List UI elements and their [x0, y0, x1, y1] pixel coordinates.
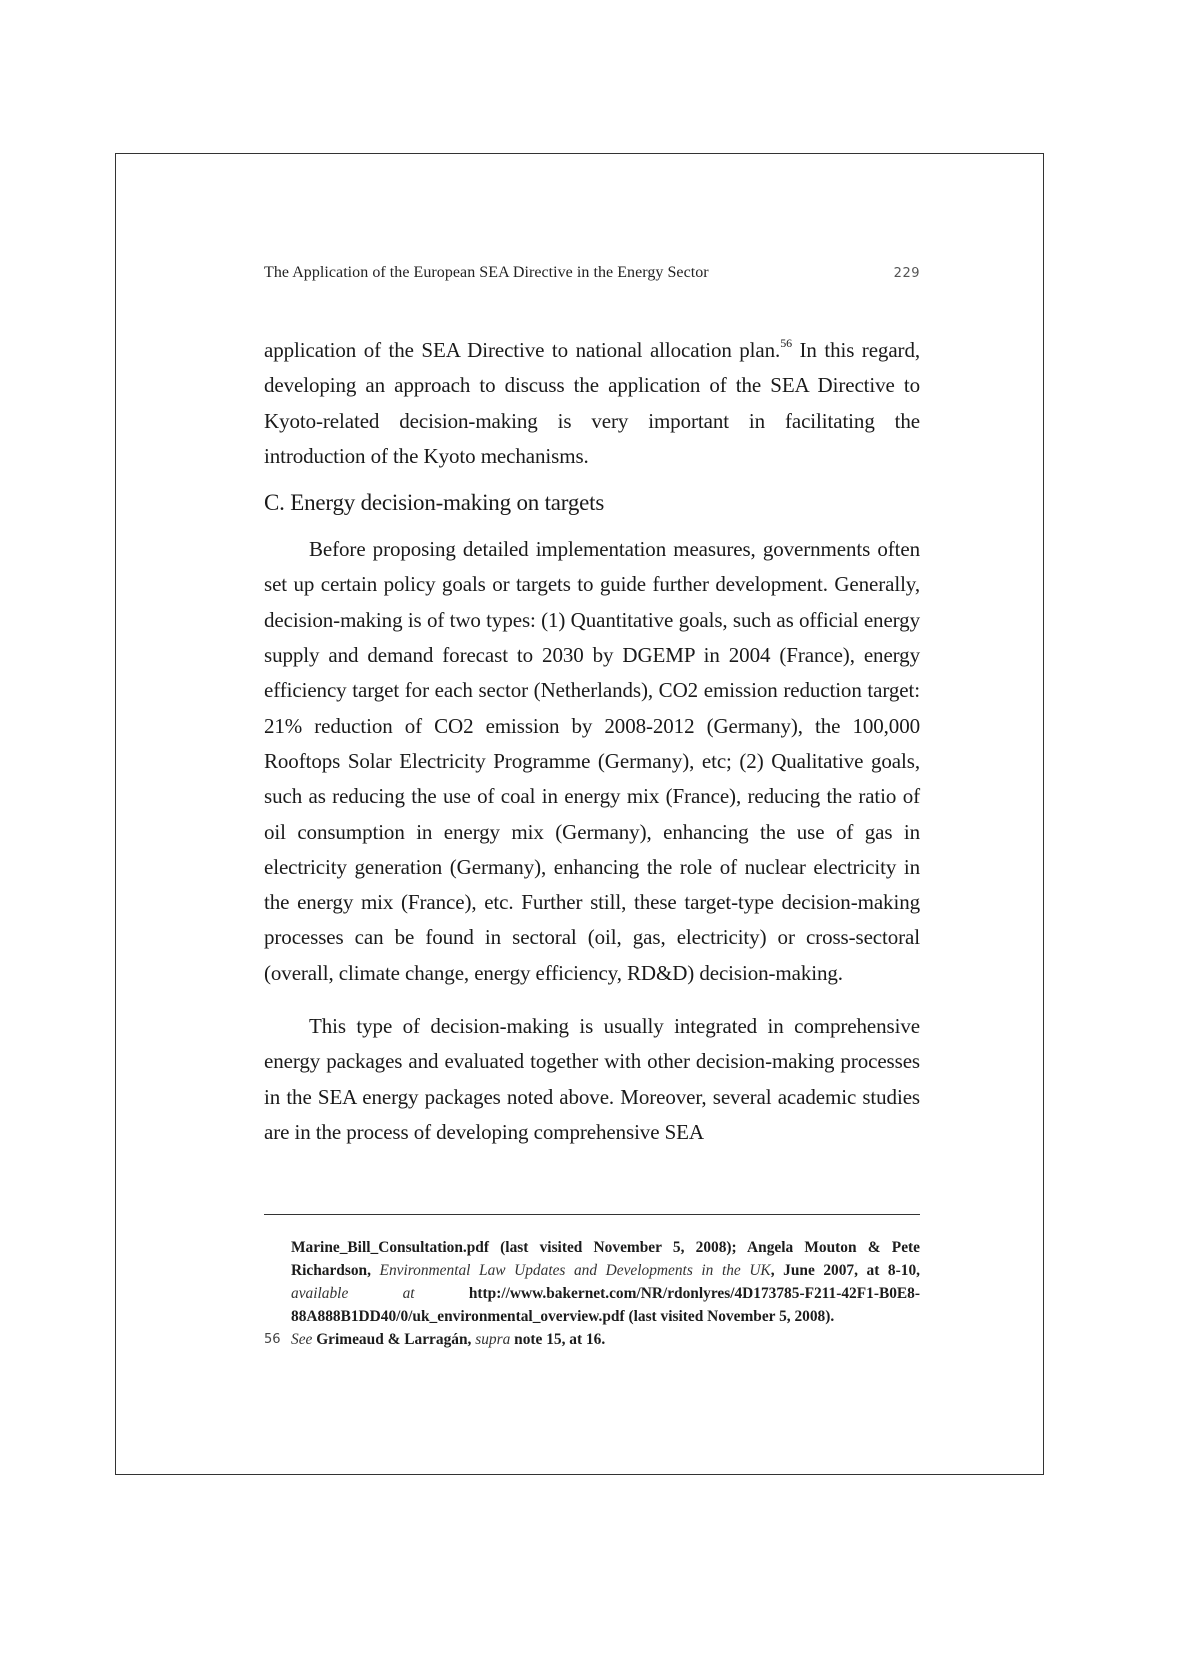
- footnote-text: note 15, at 16.: [510, 1331, 606, 1348]
- footnote-separator: [264, 1214, 920, 1215]
- paragraph-integration: This type of decision-making is usually integrated in comprehensive energy packages and evaluated together with other decision-making processes in the SEA energy packages noted above. Moreover, several academic studies are in the process of developing comprehensive SEA: [264, 1014, 920, 1144]
- running-title: The Application of the European SEA Directive in the Energy Sector: [264, 264, 709, 281]
- footnote-number: 56: [264, 1332, 281, 1347]
- paragraph-continuation: [264, 333, 920, 474]
- page-number: 229: [893, 266, 920, 281]
- footnote-url-text[interactable]: http://www.bakernet.com/NR/rdonlyres/4D173785-F211-42F1-B0E8-88A888B1DD40/0/uk_environmental_overview.pdf (last visited November 5, 2008).: [291, 1285, 920, 1325]
- body-text: [264, 333, 920, 1150]
- footnote-continued: [264, 1236, 920, 1328]
- footnotes: [264, 1236, 920, 1351]
- footnote-italic-see: See: [291, 1331, 313, 1348]
- footnote-text: Marine_Bill_Consultation.pdf (last visited November 5, 2008); Angela Mouton & Pete Richardson,: [291, 1239, 920, 1279]
- footnote-italic-available: available at: [291, 1285, 415, 1302]
- paragraph-text: In this regard, developing an approach to discuss the application of the SEA Directive to Kyoto-related decision-making is very important in facilitating the introduction of the Kyoto mechanisms.: [264, 338, 920, 468]
- paragraph-targets: Before proposing detailed implementation measures, governments often set up certain policy goals or targets to guide further development. Generally, decision-making is of two types: (1) Quantitative goals, such as official energy supply and demand forecast to 2030 by DGEMP in 2004 (France), energy efficiency target for each sector (Netherlands), CO2 emission reduction target: 21% reduction of CO2 emission by 2008-2012 (Germany), the 100,000 Rooftops Solar Electricity Programme (Germany), etc; (2) Qualitative goals, such as reducing the use of coal in energy mix (France), reducing the ratio of oil consumption in energy mix (Germany), enhancing the use of gas in electricity generation (Germany), enhancing the role of nuclear electricity in the energy mix (France), etc. Further still, these target-type decision-making processes can be found in sectoral (oil, gas, electricity) or cross-sectoral (overall, climate change, energy efficiency, RD&D) decision-making.: [264, 537, 920, 985]
- paragraph-text: application of the SEA Directive to national allocation plan.: [264, 338, 781, 362]
- section-heading: C. Energy decision-making on targets: [264, 490, 605, 516]
- footnote-56: [264, 1328, 920, 1351]
- paragraph-spacer: [264, 991, 920, 1009]
- footnote-text: Grimeaud & Larragán,: [312, 1331, 476, 1348]
- running-header: [264, 264, 920, 286]
- footnote-text: , June 2007, at 8-10,: [770, 1262, 920, 1279]
- footnote-italic-title: Environmental Law Updates and Developments in the UK: [379, 1262, 771, 1279]
- footnote-reference-56[interactable]: 56: [780, 336, 792, 350]
- footnote-italic-supra: supra: [475, 1331, 511, 1348]
